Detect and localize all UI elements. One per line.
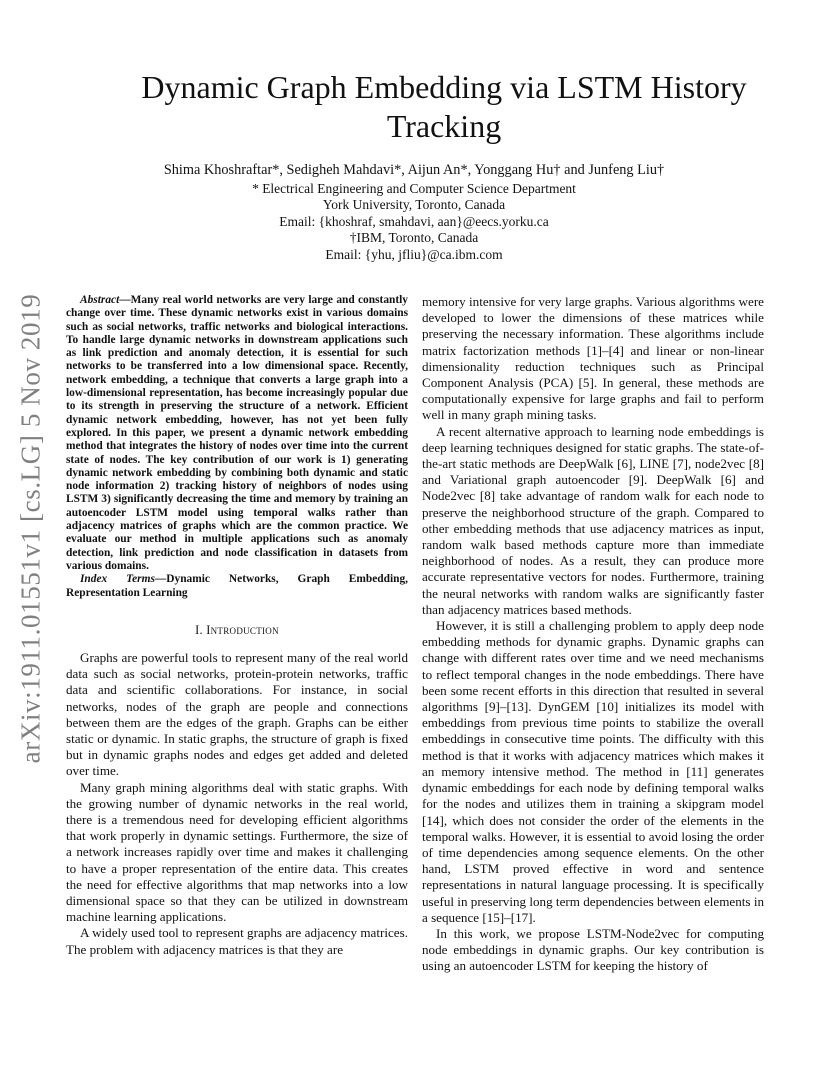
arxiv-identifier-stamp bbox=[10, 288, 52, 768]
affiliation-1: * Electrical Engineering and Computer Science Department bbox=[252, 180, 576, 196]
right-column bbox=[422, 294, 764, 975]
paragraph: Graphs are powerful tools to represent many of the real world data such as social networks, protein-protein networks, traffic data and scientific collaborations. For instance, in social networks, nodes of the graph are people and connections between them are the edges of the graph. Graphs can be either static or dynamic. In static graphs, the structure of graph is fixed but in dynamic graphs nodes and edges get added and deleted over time. bbox=[66, 650, 408, 779]
affiliation-1-place: York University, Toronto, Canada bbox=[322, 197, 506, 212]
section-heading-introduction bbox=[66, 622, 408, 638]
abstract-lead: Abstract bbox=[80, 294, 120, 306]
paragraph: However, it is still a challenging problem to apply deep node embedding methods for dynamic graphs. Dynamic graphs can change with different rates over time and we need mechanisms to reflect temporal changes in the node embeddings. There have been some recent efforts in this direction that resulted in several algorithms [9]–[13]. DynGEM [10] initializes its model with embeddings from previous time points to stabilize the overall embeddings in consecutive time points. The difficulty with this method is that it works with adjacency matrices which makes it an memory intensive method. The method in [11] generates dynamic embeddings for each node by defining temporal walks for the nodes and utilizes them in training a skipgram model [14], which does not consider the order of the elements in the temporal walks. However, it is essential to avoid losing the order of time dependencies among sequence elements. On the other hand, LSTM proved effective in word and sentence representations in natural language processing. It is specifically useful in preserving long term dependencies between elements in a sequence [15]–[17]. bbox=[422, 618, 764, 925]
author-block bbox=[0, 162, 828, 263]
email-2: Email: {yhu, jfliu}@ca.ibm.com bbox=[325, 246, 503, 262]
affiliation-2: †IBM, Toronto, Canada bbox=[349, 230, 479, 245]
paragraph: A widely used tool to represent graphs are adjacency matrices. The problem with adjacency matrices is that they are bbox=[66, 925, 408, 957]
left-column bbox=[66, 294, 408, 958]
abstract-text: —Many real world networks are very large and constantly change over time. These dynamic networks exist in various domains such as social networks, traffic networks and biological interactions. To handle large dynamic networks in downstream applications such as link prediction and anomaly detection, it is essential for such networks to be transferred into a low dimensional space. Recently, network embedding, a technique that converts a large graph into a low-dimensional representation, has become increasingly popular due to its strength in preserving the structure of a network. Efficient dynamic network embedding, however, has not yet been fully explored. In this paper, we present a dynamic network embedding method that integrates the history of nodes over time into the current state of nodes. The key contribution of our work is 1) generating dynamic network embedding by combining both dynamic and static node information 2) tracking history of neighbors of nodes using LSTM 3) significantly decreasing the time and memory by training an autoencoder LSTM model using temporal walks rather than adjacency matrices of graphs which are the common practice. We evaluate our method in multiple applications such as anomaly detection, link prediction and node classification in datasets from various domains. bbox=[66, 294, 408, 572]
index-terms bbox=[66, 573, 408, 600]
author-names: Shima Khoshraftar*, Sedigheh Mahdavi*, Aijun An*, Yonggang Hu† and Junfeng Liu† bbox=[163, 162, 665, 178]
arxiv-identifier-text: arXiv:1911.01551v1 [cs.LG] 5 Nov 2019 bbox=[15, 293, 46, 763]
paragraph: In this work, we propose LSTM-Node2vec for computing node embeddings in dynamic graphs. Our key contribution is using an autoencoder LSTM for keeping the history of bbox=[422, 925, 764, 974]
paragraph: A recent alternative approach to learning node embeddings is deep learning techniques designed for static graphs. The state-of-the-art static methods are DeepWalk [6], LINE [7], node2vec [8] and Variational graph autoencoder [9]. DeepWalk [6] and Node2vec [8] take advantage of random walk for each node to preserve the neighborhood structure of the graph. Compared to other embedding methods that use adjacency matrices as input, random walk based methods capture more than immediate neighborhood of nodes. As a result, they can produce more accurate representative vectors for nodes. Furthermore, training the neural networks with random walks are significantly faster than adjacency matrices based methods. bbox=[422, 423, 764, 617]
section-number: I. bbox=[195, 622, 203, 637]
section-title: Introduction bbox=[206, 622, 279, 637]
email-1: Email: {khoshraf, smahdavi, aan}@eecs.yorku.ca bbox=[279, 213, 549, 229]
paragraph: memory intensive for very large graphs. Various algorithms were developed to lower the dimensions of these matrices while preserving the necessary information. These algorithms include matrix factorization methods [1]–[4] and linear or non-linear dimensionality reduction techniques such as Principal Component Analysis (PCA) [5]. In general, these methods are computationally expensive for large graphs and fail to perform well in many graph mining tasks. bbox=[422, 294, 764, 423]
paper-title: Dynamic Graph Embedding via LSTM History Tracking bbox=[141, 69, 747, 144]
index-terms-text: —Dynamic Networks, Graph Embedding, Representation Learning bbox=[66, 573, 408, 599]
paragraph: Many graph mining algorithms deal with static graphs. With the growing number of dynamic networks in the real world, there is a tremendous need for developing efficient algorithms that work properly in dynamic settings. Furthermore, the size of a network increases rapidly over time and makes it challenging to have a proper representation of the entire data. This creates the need for effective algorithms that map networks into a low dimensional space so that they can be utilized in downstream machine learning applications. bbox=[66, 779, 408, 925]
abstract bbox=[66, 294, 408, 573]
index-terms-lead: Index Terms bbox=[80, 573, 155, 586]
